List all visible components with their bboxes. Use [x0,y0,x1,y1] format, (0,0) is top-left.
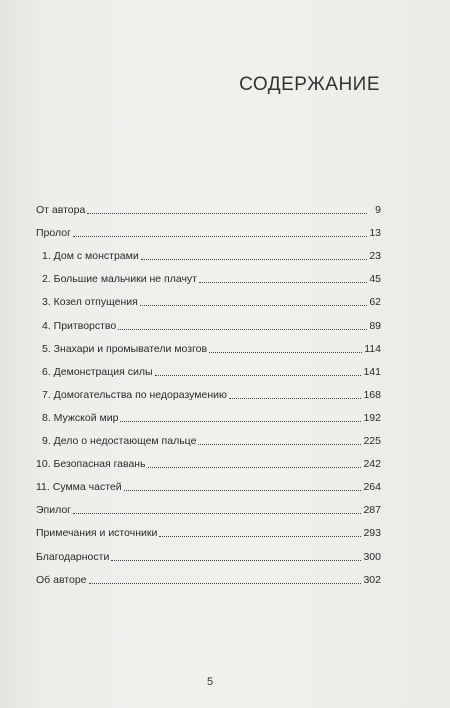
toc-row [36,410,381,424]
toc-page-number: 45 [369,273,381,286]
toc-leader-dots [120,421,361,422]
toc-leader-dots [229,398,362,399]
toc-leader-dots [124,490,362,491]
toc-row [36,525,381,539]
toc-label: Примечания и источники [36,527,158,540]
toc-leader-dots [73,236,367,237]
toc-leader-dots [209,352,362,353]
toc-label: Эпилог [36,504,72,517]
toc-leader-dots [155,375,362,376]
toc-row [36,202,381,216]
toc-row [36,341,381,355]
toc-label: Благодарности [36,550,110,563]
toc-page-number: 302 [363,573,381,586]
toc-row [36,549,381,563]
toc-page-number: 23 [369,250,381,263]
toc-label: 1. Дом с монстрами [42,250,139,263]
toc-page-number: 287 [363,504,381,517]
toc-row [36,271,381,285]
toc-leader-dots [118,329,367,330]
toc-row [36,502,381,516]
toc-leader-dots [159,536,361,537]
toc-row [36,248,381,262]
toc-page-number: 13 [369,227,381,240]
toc-page-number: 264 [363,481,381,494]
toc-leader-dots [73,513,361,514]
toc-page-number: 242 [363,458,381,471]
toc-label: 11. Сумма частей [36,481,122,494]
toc-label: Пролог [36,227,71,240]
toc-row [36,318,381,332]
toc-label: 8. Мужской мир [42,411,119,424]
toc-leader-dots [87,213,367,214]
page-title: СОДЕРЖАНИЕ [239,74,380,95]
toc-leader-dots [89,583,362,584]
toc-label: 5. Знахари и промыватели мозгов [42,342,208,355]
toc-row [36,433,381,447]
toc-leader-dots [148,467,362,468]
toc-row [36,294,381,308]
toc-page-number: 62 [369,296,381,309]
toc-leader-dots [140,305,367,306]
toc-label: 10. Безопасная гавань [36,458,146,471]
toc-label: 3. Козел отпущения [42,296,138,309]
toc-page-number: 9 [375,204,381,216]
toc-row [36,479,381,493]
toc-row [36,225,381,239]
toc-leader-dots [199,282,367,283]
toc-page-number: 293 [363,527,381,540]
toc-row [36,572,381,586]
page-number: 5 [206,676,214,688]
toc-page-number: 225 [363,435,381,447]
toc-leader-dots [111,560,361,561]
toc-leader-dots [198,444,361,445]
toc-label: 9. Дело о недостающем пальце [42,435,197,447]
toc-page-number: 89 [369,319,381,332]
toc-label: 7. Домогательства по недоразумению [42,388,227,401]
toc-page-number: 114 [364,342,381,355]
toc-page-number: 168 [363,388,381,401]
toc-label: 6. Демонстрация силы [42,365,153,378]
toc-leader-dots [141,259,367,260]
toc-row [36,364,381,378]
toc-page-number: 141 [363,365,381,378]
toc-label: 4. Притворство [42,319,117,332]
toc-page-number: 300 [363,550,381,563]
toc-row [36,387,381,401]
toc-label: 2. Большие мальчики не плачут [42,273,197,286]
toc-row [36,456,381,470]
toc-label: Об авторе [36,573,87,586]
toc-label: От автора [36,204,86,216]
toc-page-number: 192 [363,411,381,424]
